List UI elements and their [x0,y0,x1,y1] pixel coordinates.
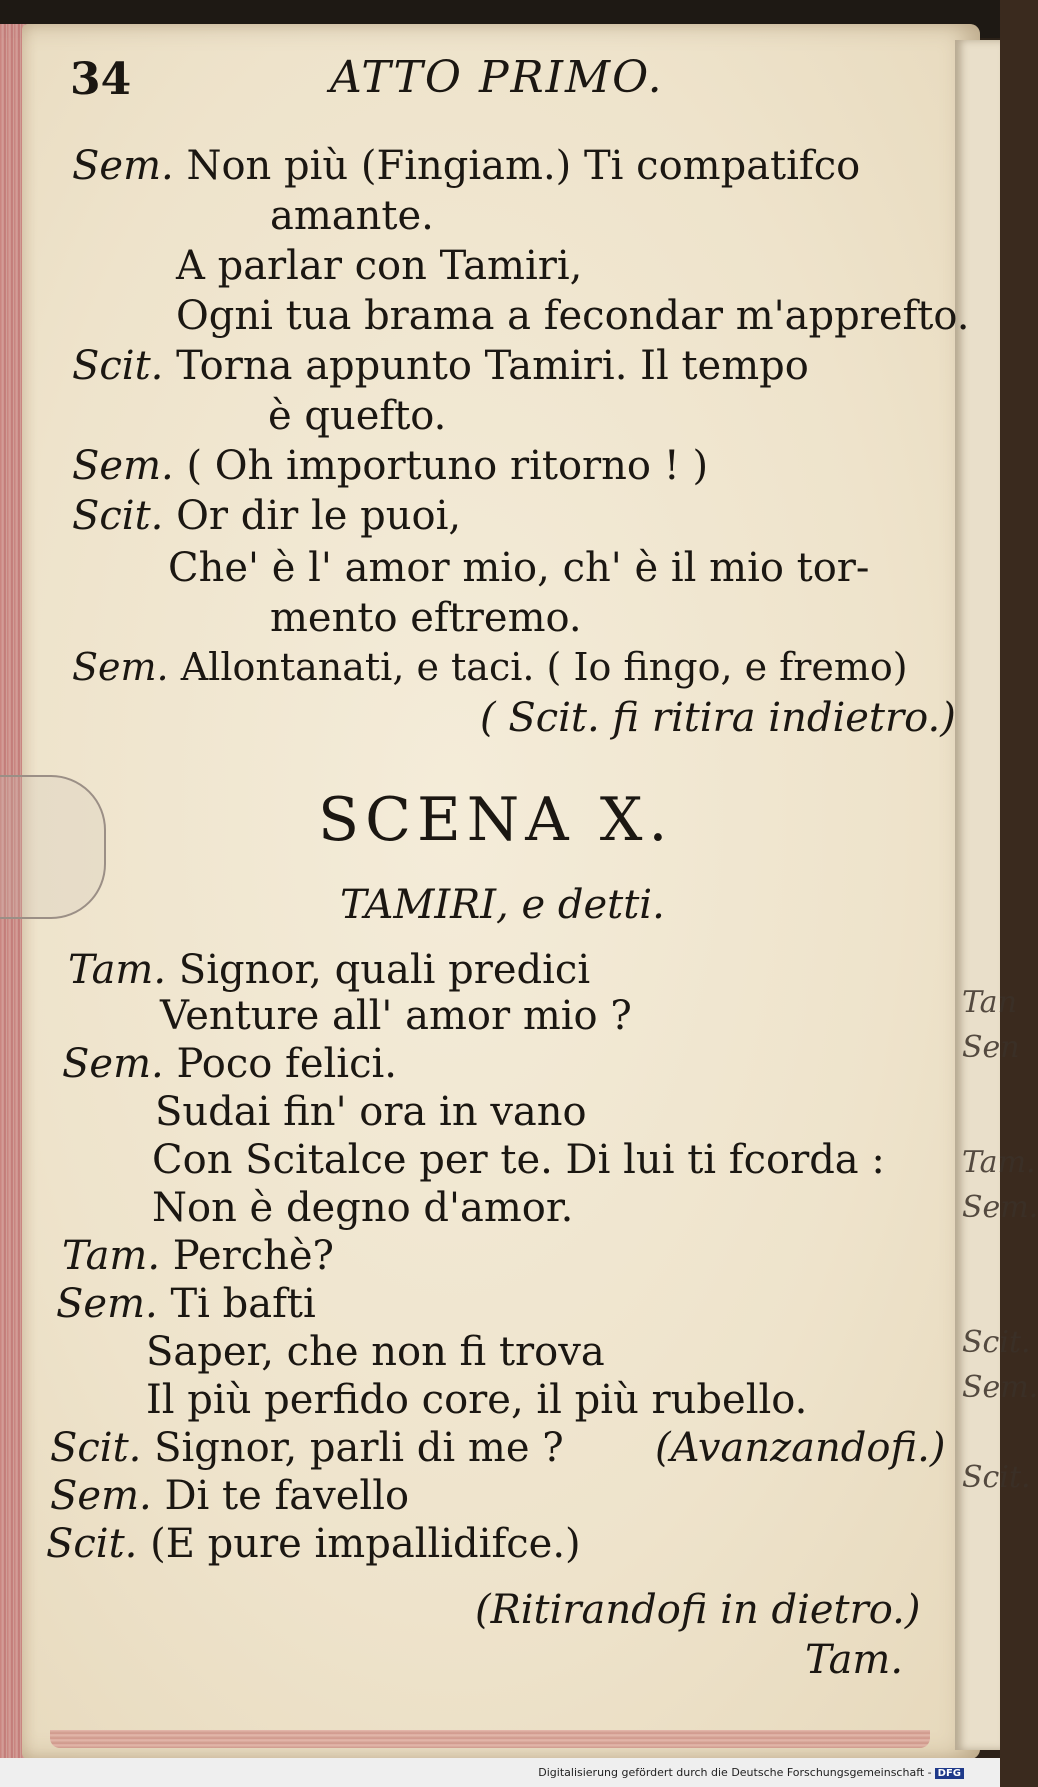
speaker-label: Scit. [72,493,164,539]
digitization-credit [538,1766,964,1779]
page-number: 34 [70,54,132,105]
line-text: Torna appunto Tamiri. Il tempo [176,343,809,389]
scene-characters: TAMIRI, e detti. [340,882,665,928]
text-line [50,1473,410,1519]
line-text: Sudai fin' ora in vano [155,1089,587,1135]
line-text: Di te favello [164,1473,410,1519]
speaker-label: Sem. [62,1041,164,1087]
dfg-logo: DFG [935,1768,964,1779]
line-text: Ogni tua brama a fecondar m'apprefto. [176,293,970,339]
line-text: amante. [270,193,434,239]
running-title: ATTO PRIMO. [330,52,664,103]
line-text: (E pure impallidifce.) [150,1521,581,1567]
speaker-label: Scit. [72,343,164,389]
line-text: Non è degno d'amor. [152,1185,574,1231]
margin-mark: Sem. [962,1370,1038,1405]
speaker-label: Sem. [72,645,169,689]
text-line [72,645,908,689]
speaker-label: Scit. [50,1425,142,1471]
text-line [56,1281,316,1327]
line-text: mento eftremo. [270,595,582,641]
text-line [68,947,591,993]
text-line [46,1521,581,1567]
catchword: Tam. [805,1637,904,1683]
line-text: ( Oh importuno ritorno ! ) [186,443,709,489]
line-text: Saper, che non fi trova [146,1329,605,1375]
line-text: Non più (Fingiam.) Ti compatifco [186,143,861,189]
text-line [62,1233,334,1279]
text-line [72,343,809,389]
speaker-label: Scit. [46,1521,138,1567]
line-text: Allontanati, e taci. ( Io fingo, e fremo) [180,645,908,689]
line-text: Venture all' amor mio ? [160,993,632,1039]
page-edge-bottom [50,1730,930,1748]
page-clip-icon [0,775,106,919]
text-line [62,1041,397,1087]
line-text: Con Scitalce per te. Di lui ti fcorda : [152,1137,885,1183]
scene-title: SCENA X. [318,785,674,855]
margin-mark: Scit. [962,1460,1031,1495]
text-line [72,143,861,189]
speaker-label: Sem. [72,443,174,489]
line-text: Perchè? [172,1233,334,1279]
margin-mark: Scit. [962,1325,1031,1360]
speaker-label: Tam. [62,1233,161,1279]
line-text: Che' è l' amor mio, ch' è il mio tor- [168,545,870,591]
margin-mark: Tam. [962,1145,1036,1180]
text-line [72,493,462,539]
line-text: Poco felici. [176,1041,397,1087]
text-line [72,443,709,489]
margin-mark: Tan [962,985,1017,1020]
stage-direction: ( Scit. fi ritira indietro.) [480,695,956,741]
margin-mark: Sen [962,1030,1020,1065]
speaker-label: Sem. [72,143,174,189]
speaker-label: Sem. [56,1281,158,1327]
stage-direction: (Avanzandofi.) [655,1425,946,1471]
stage-direction: (Ritirandofi in dietro.) [475,1587,921,1633]
line-text: Signor, parli di me ? [154,1425,564,1471]
line-text: è quefto. [268,393,447,439]
line-text: Ti bafti [170,1281,316,1327]
speaker-label: Sem. [50,1473,152,1519]
text-line [50,1425,564,1471]
credit-text: Digitalisierung gefördert durch die Deutsche Forschungsgemeinschaft - [538,1766,932,1779]
line-text: Il più perfido core, il più rubello. [146,1377,808,1423]
speaker-label: Tam. [68,947,167,993]
margin-mark: Sem. [962,1190,1038,1225]
line-text: Signor, quali predici [178,947,591,993]
line-text: A parlar con Tamiri, [176,243,583,289]
line-text: Or dir le puoi, [176,493,462,539]
